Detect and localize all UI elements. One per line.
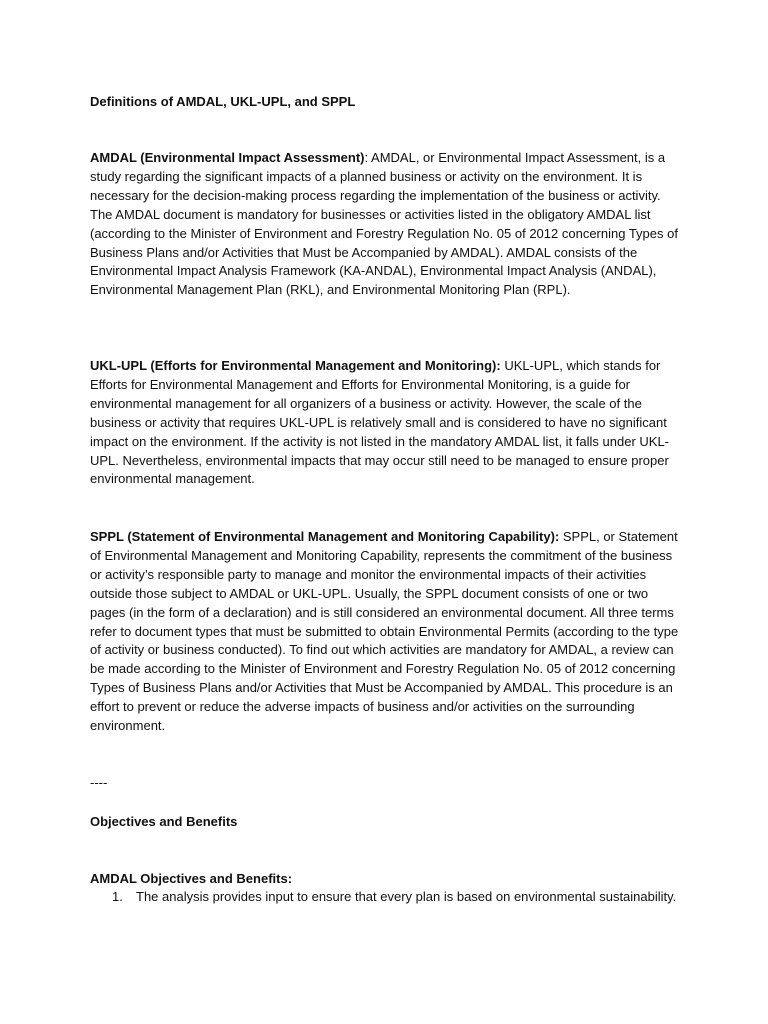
list-item-text: The analysis provides input to ensure that every plan is based on environmental sustainability. bbox=[136, 889, 677, 904]
amdal-definition-paragraph bbox=[90, 149, 682, 300]
ukl-upl-definition-text: UKL-UPL, which stands for Efforts for Environmental Management and Efforts for Environmental Monitoring, is a guide for environmental management for all organizers of a business or activity. However, the scale of the business or activity that requires UKL-UPL is relatively small and is considered to have no significant impact on the environment. If the activity is not listed in the mandatory AMDAL list, it falls under UKL-UPL. Nevertheless, environmental impacts that may occur still need to be managed to ensure proper environmental management. bbox=[90, 358, 670, 487]
amdal-term-colon: : bbox=[364, 150, 369, 165]
ukl-upl-term: UKL-UPL (Efforts for Environmental Management and Monitoring): bbox=[90, 358, 501, 373]
amdal-objectives-list bbox=[90, 888, 682, 907]
amdal-term: AMDAL (Environmental Impact Assessment) bbox=[90, 150, 365, 165]
ukl-upl-definition-paragraph bbox=[90, 357, 682, 489]
amdal-definition-text: AMDAL, or Environmental Impact Assessment, is a study regarding the significant impacts of a planned business or activity on the environment. It is necessary for the decision-making process regarding the implementation of the business or activity. The AMDAL document is mandatory for businesses or activities listed in the obligatory AMDAL list (according to the Minister of Environment and Forestry Regulation No. 05 of 2012 concerning Types of Business Plans and/or Activities that Must be Accompanied by AMDAL). AMDAL consists of the Environmental Impact Analysis Framework (KA-ANDAL), Environmental Impact Analysis (ANDAL), Environmental Management Plan (RKL), and Environmental Monitoring Plan (RPL). bbox=[90, 150, 678, 298]
sppl-definition-text: SPPL, or Statement of Environmental Management and Monitoring Capability, represents the commitment of the business or activity’s responsible party to manage and monitor the environmental impacts of their activities outside those subject to AMDAL or UKL-UPL. Usually, the SPPL document consists of one or two pages (in the form of a declaration) and is still considered an environmental document. All three terms refer to document types that must be submitted to obtain Environmental Permits (according to the type of activity or business conducted). To find out which activities are mandatory for AMDAL, a review can be made according to the Minister of Environment and Forestry Regulation No. 05 of 2012 concerning Types of Business Plans and/or Activities that Must be Accompanied by AMDAL. This procedure is an effort to prevent or reduce the adverse impacts of business and/or activities on the surrounding environment. bbox=[90, 529, 679, 734]
list-item bbox=[90, 888, 682, 907]
sppl-definition-paragraph bbox=[90, 528, 682, 736]
amdal-objectives-heading: AMDAL Objectives and Benefits: bbox=[90, 871, 293, 886]
sppl-term: SPPL (Statement of Environmental Management and Monitoring Capability): bbox=[90, 529, 560, 544]
objectives-heading: Objectives and Benefits bbox=[90, 814, 238, 829]
section-separator: ---- bbox=[90, 775, 108, 790]
definitions-heading: Definitions of AMDAL, UKL-UPL, and SPPL bbox=[90, 94, 356, 109]
list-item-number: 1. bbox=[112, 889, 123, 904]
